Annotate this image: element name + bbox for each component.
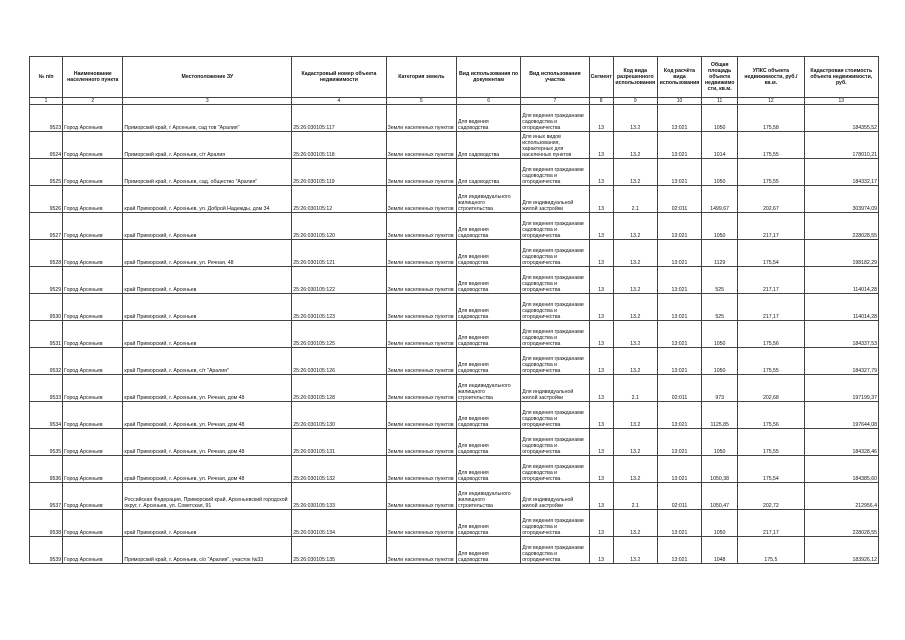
calc-code: 13:021	[657, 348, 701, 375]
table-row	[30, 267, 879, 294]
cadastral-number: 25:26:030105:125	[292, 321, 386, 348]
plot-location: Приморский край, г Арсеньев, сад тов "Аралия"	[123, 105, 292, 132]
header-cadastral-number: Кадастровый номер объекта недвижимости	[292, 57, 386, 98]
table-row	[30, 159, 879, 186]
use-code: 13.2	[613, 159, 657, 186]
cadastral-number: 25:26:030105:130	[292, 402, 386, 429]
use-code: 13.2	[613, 510, 657, 537]
column-number: 2	[63, 98, 123, 105]
town-name: Город Арсеньев	[63, 537, 123, 564]
plot-location: край Приморский, г. Арсеньев, ул. Речная, дом 48	[123, 456, 292, 483]
town-name: Город Арсеньев	[63, 348, 123, 375]
plot-use: Для ведения гражданами садоводства и огородничества	[521, 537, 589, 564]
row-number: 9539	[30, 537, 63, 564]
table-row	[30, 294, 879, 321]
column-number: 4	[292, 98, 386, 105]
plot-use: Для ведения гражданами садоводства и огородничества	[521, 105, 589, 132]
area: 525	[702, 294, 738, 321]
cadastral-number: 25:26:030105:134	[292, 510, 386, 537]
upks: 217,17	[738, 294, 804, 321]
cadastral-number: 25:26:030105:121	[292, 240, 386, 267]
header-area: Общая площадь объекта недвижимо сти, кв.м.	[702, 57, 738, 98]
cadastral-value: 184327,79	[804, 348, 878, 375]
town-name: Город Арсеньев	[63, 321, 123, 348]
row-number: 9537	[30, 483, 63, 510]
column-number: 12	[738, 98, 804, 105]
cadastral-value-sheet	[29, 56, 879, 564]
table-row	[30, 213, 879, 240]
calc-code: 13:021	[657, 105, 701, 132]
land-category: Земли населенных пунктов	[386, 402, 456, 429]
upks: 175,54	[738, 240, 804, 267]
cadastral-value: 303974,09	[804, 186, 878, 213]
calc-code: 13:021	[657, 510, 701, 537]
row-number: 9534	[30, 402, 63, 429]
header-num: № п/п	[30, 57, 63, 98]
upks: 175,55	[738, 159, 804, 186]
doc-use: Для ведения садоводства	[456, 267, 520, 294]
upks: 175,55	[738, 429, 804, 456]
segment: 13	[589, 321, 613, 348]
land-category: Земли населенных пунктов	[386, 159, 456, 186]
area: 1050,47	[702, 483, 738, 510]
plot-use: Для ведения гражданами садоводства и огородничества	[521, 402, 589, 429]
land-category: Земли населенных пунктов	[386, 537, 456, 564]
header-row	[30, 57, 879, 98]
table-row	[30, 321, 879, 348]
table-row	[30, 402, 879, 429]
plot-location: Приморский край, г. Арсеньев, сад. общество "Аралия"	[123, 159, 292, 186]
column-number: 8	[589, 98, 613, 105]
plot-location: край Приморский, г. Арсеньев	[123, 510, 292, 537]
segment: 13	[589, 294, 613, 321]
column-number: 5	[386, 98, 456, 105]
calc-code: 13:021	[657, 240, 701, 267]
use-code: 13.2	[613, 537, 657, 564]
calc-code: 13:021	[657, 429, 701, 456]
cadastral-value: 184328,46	[804, 429, 878, 456]
land-category: Земли населенных пунктов	[386, 105, 456, 132]
cadastral-value: 228028,55	[804, 213, 878, 240]
land-category: Земли населенных пунктов	[386, 456, 456, 483]
upks: 175,58	[738, 105, 804, 132]
town-name: Город Арсеньев	[63, 429, 123, 456]
calc-code: 13:021	[657, 294, 701, 321]
table-row	[30, 456, 879, 483]
use-code: 13.2	[613, 105, 657, 132]
plot-use: Для ведения гражданами садоводства и огородничества	[521, 321, 589, 348]
cadastral-value: 198182,29	[804, 240, 878, 267]
row-number: 9523	[30, 105, 63, 132]
row-number: 9526	[30, 186, 63, 213]
table-row	[30, 348, 879, 375]
plot-location: край Приморский, г. Арсеньев, ул. Речная, дом 48	[123, 402, 292, 429]
use-code: 13.2	[613, 402, 657, 429]
segment: 13	[589, 105, 613, 132]
calc-code: 02:011	[657, 375, 701, 402]
column-number: 3	[123, 98, 292, 105]
town-name: Город Арсеньев	[63, 375, 123, 402]
row-number: 9533	[30, 375, 63, 402]
land-category: Земли населенных пунктов	[386, 132, 456, 159]
cadastral-value: 184337,53	[804, 321, 878, 348]
row-number: 9524	[30, 132, 63, 159]
land-category: Земли населенных пунктов	[386, 267, 456, 294]
doc-use: Для ведения садоводства	[456, 456, 520, 483]
calc-code: 13:021	[657, 402, 701, 429]
plot-use: Для ведения гражданами садоводства и огородничества	[521, 240, 589, 267]
plot-location: Российская Федерация, Приморский край, Арсеньевский городской округ, г. Арсеньев, ул. Советская, 91	[123, 483, 292, 510]
cadastral-value: 212956,4	[804, 483, 878, 510]
upks: 175,55	[738, 132, 804, 159]
cadastral-value: 178010,21	[804, 132, 878, 159]
table-row	[30, 240, 879, 267]
cadastral-number: 25:26:030105:123	[292, 294, 386, 321]
table-row	[30, 105, 879, 132]
cadastral-number: 25:26:030105:117	[292, 105, 386, 132]
cadastral-value: 228028,55	[804, 510, 878, 537]
plot-use: Для ведения гражданами садоводства и огородничества	[521, 348, 589, 375]
upks: 175,54	[738, 456, 804, 483]
cadastral-number: 25:26:030105:132	[292, 456, 386, 483]
table-row	[30, 510, 879, 537]
town-name: Город Арсеньев	[63, 132, 123, 159]
row-number: 9535	[30, 429, 63, 456]
calc-code: 13:021	[657, 213, 701, 240]
plot-use: Для ведения гражданами садоводства и огородничества	[521, 456, 589, 483]
plot-location: край Приморский, г. Арсеньев, ул. Речная, дом 48	[123, 375, 292, 402]
column-number: 11	[702, 98, 738, 105]
doc-use: Для ведения садоводства	[456, 348, 520, 375]
segment: 13	[589, 348, 613, 375]
table-row	[30, 375, 879, 402]
land-category: Земли населенных пунктов	[386, 294, 456, 321]
header-location: Местоположение ЗУ	[123, 57, 292, 98]
area: 1499,67	[702, 186, 738, 213]
header-land-category: Категория земель	[386, 57, 456, 98]
table-row	[30, 186, 879, 213]
column-number: 13	[804, 98, 878, 105]
segment: 13	[589, 456, 613, 483]
cadastral-value: 184332,17	[804, 159, 878, 186]
column-number: 6	[456, 98, 520, 105]
upks: 217,17	[738, 213, 804, 240]
plot-location: край Приморский, г. Арсеньев, ул. Речная, дом 48	[123, 429, 292, 456]
cadastral-number: 25:26:030105:128	[292, 375, 386, 402]
upks: 217,17	[738, 267, 804, 294]
segment: 13	[589, 429, 613, 456]
row-number: 9536	[30, 456, 63, 483]
plot-use: Для индивидуальной жилой застройки	[521, 375, 589, 402]
land-category: Земли населенных пунктов	[386, 510, 456, 537]
town-name: Город Арсеньев	[63, 213, 123, 240]
upks: 175,55	[738, 348, 804, 375]
row-number: 9528	[30, 240, 63, 267]
use-code: 13.2	[613, 267, 657, 294]
land-category: Земли населенных пунктов	[386, 483, 456, 510]
table-body	[30, 105, 879, 564]
town-name: Город Арсеньев	[63, 483, 123, 510]
segment: 13	[589, 375, 613, 402]
area: 525	[702, 267, 738, 294]
area: 1014	[702, 132, 738, 159]
doc-use: Для ведения садоводства	[456, 429, 520, 456]
plot-location: край Приморский, г. Арсеньев	[123, 321, 292, 348]
table-row	[30, 132, 879, 159]
area: 1050	[702, 429, 738, 456]
land-category: Земли населенных пунктов	[386, 321, 456, 348]
plot-use: Для индивидуальной жилой застройки	[521, 186, 589, 213]
calc-code: 13:021	[657, 456, 701, 483]
plot-location: край Приморский, г. Арсеньев, ул. Доброй Надежды, дом 34	[123, 186, 292, 213]
doc-use: Для ведения садоводства	[456, 537, 520, 564]
header-segment: Сегмент	[589, 57, 613, 98]
cadastral-value: 197199,37	[804, 375, 878, 402]
plot-location: край Приморский, г. Арсеньев	[123, 267, 292, 294]
plot-location: край Приморский, г. Арсеньев, ул. Речная, 48	[123, 240, 292, 267]
cadastral-value: 184385,60	[804, 456, 878, 483]
town-name: Город Арсеньев	[63, 186, 123, 213]
use-code: 2.1	[613, 483, 657, 510]
plot-location: край Приморский, г. Арсеньев	[123, 294, 292, 321]
header-town: Наименование населенного пункта	[63, 57, 123, 98]
upks: 217,17	[738, 510, 804, 537]
plot-location: край Приморский, г. Арсеньев, с/т "Аралия"	[123, 348, 292, 375]
cadastral-number: 25:26:030105:122	[292, 267, 386, 294]
doc-use: Для индивидуального жилищного строительства	[456, 186, 520, 213]
cadastral-number: 25:26:030105:126	[292, 348, 386, 375]
town-name: Город Арсеньев	[63, 105, 123, 132]
cadastral-value: 114014,28	[804, 294, 878, 321]
land-category: Земли населенных пунктов	[386, 240, 456, 267]
cadastral-number: 25:26:030105:135	[292, 537, 386, 564]
calc-code: 13:021	[657, 159, 701, 186]
upks: 175,5	[738, 537, 804, 564]
area: 1050	[702, 159, 738, 186]
area: 1050	[702, 348, 738, 375]
table-row	[30, 429, 879, 456]
cadastral-table	[29, 56, 879, 564]
town-name: Город Арсеньев	[63, 240, 123, 267]
town-name: Город Арсеньев	[63, 456, 123, 483]
land-category: Земли населенных пунктов	[386, 375, 456, 402]
calc-code: 13:021	[657, 321, 701, 348]
segment: 13	[589, 240, 613, 267]
cadastral-value: 183926,12	[804, 537, 878, 564]
upks: 202,67	[738, 186, 804, 213]
doc-use: Для ведения садоводства	[456, 240, 520, 267]
land-category: Земли населенных пунктов	[386, 186, 456, 213]
plot-use: Для ведения гражданами садоводства и огородничества	[521, 429, 589, 456]
cadastral-number: 25:26:030105:133	[292, 483, 386, 510]
area: 1125,85	[702, 402, 738, 429]
land-category: Земли населенных пунктов	[386, 348, 456, 375]
row-number: 9529	[30, 267, 63, 294]
header-calc-code: Код расчёта вида использования	[657, 57, 701, 98]
use-code: 2.1	[613, 375, 657, 402]
segment: 13	[589, 402, 613, 429]
area: 1050	[702, 510, 738, 537]
column-number: 1	[30, 98, 63, 105]
doc-use: Для ведения садоводства	[456, 105, 520, 132]
plot-use: Для индивидуальной жилой застройки	[521, 483, 589, 510]
cadastral-value: 197644,08	[804, 402, 878, 429]
area: 1048	[702, 537, 738, 564]
town-name: Город Арсеньев	[63, 294, 123, 321]
segment: 13	[589, 132, 613, 159]
use-code: 13.2	[613, 294, 657, 321]
doc-use: Для ведения садоводства	[456, 402, 520, 429]
doc-use: Для садоводства	[456, 132, 520, 159]
plot-use: Для ведения гражданами садоводства и огородничества	[521, 267, 589, 294]
row-number: 9531	[30, 321, 63, 348]
cadastral-number: 25:26:030105:131	[292, 429, 386, 456]
use-code: 2.1	[613, 186, 657, 213]
plot-use: Для иных видов использования, характерных для населенных пунктов	[521, 132, 589, 159]
calc-code: 13:021	[657, 132, 701, 159]
table-row	[30, 483, 879, 510]
column-number: 10	[657, 98, 701, 105]
row-number: 9525	[30, 159, 63, 186]
calc-code: 13:021	[657, 267, 701, 294]
doc-use: Для ведения садоводства	[456, 213, 520, 240]
calc-code: 02:011	[657, 483, 701, 510]
plot-use: Для ведения гражданами садоводства и огородничества	[521, 294, 589, 321]
header-upks: УПКС объекта недвижимости, руб./кв.м.	[738, 57, 804, 98]
use-code: 13.2	[613, 132, 657, 159]
area: 1050	[702, 105, 738, 132]
use-code: 13.2	[613, 321, 657, 348]
land-category: Земли населенных пунктов	[386, 213, 456, 240]
segment: 13	[589, 186, 613, 213]
use-code: 13.2	[613, 213, 657, 240]
area: 1050	[702, 213, 738, 240]
doc-use: Для ведения садоводства	[456, 321, 520, 348]
segment: 13	[589, 537, 613, 564]
column-number: 7	[521, 98, 589, 105]
row-number: 9532	[30, 348, 63, 375]
town-name: Город Арсеньев	[63, 402, 123, 429]
row-number: 9538	[30, 510, 63, 537]
cadastral-number: 25:26:030105:119	[292, 159, 386, 186]
upks: 175,56	[738, 321, 804, 348]
area: 1050	[702, 321, 738, 348]
plot-location: Приморский край, г. Арсеньев, с/о "Аралия", участок №33	[123, 537, 292, 564]
doc-use: Для садоводства	[456, 159, 520, 186]
segment: 13	[589, 510, 613, 537]
header-doc-use: Вид использования по документам	[456, 57, 520, 98]
cadastral-number: 25:26:030105:118	[292, 132, 386, 159]
header-cadastral-value: Кадастровая стоимость объекта недвижимости, руб.	[804, 57, 878, 98]
row-number: 9527	[30, 213, 63, 240]
doc-use: Для ведения садоводства	[456, 294, 520, 321]
area: 1129	[702, 240, 738, 267]
cadastral-value: 184355,52	[804, 105, 878, 132]
column-number-row	[30, 98, 879, 105]
use-code: 13.2	[613, 240, 657, 267]
use-code: 13.2	[613, 348, 657, 375]
town-name: Город Арсеньев	[63, 510, 123, 537]
land-category: Земли населенных пунктов	[386, 429, 456, 456]
cadastral-number: 25:26:030105:12	[292, 186, 386, 213]
segment: 13	[589, 483, 613, 510]
upks: 202,72	[738, 483, 804, 510]
plot-use: Для ведения гражданами садоводства и огородничества	[521, 510, 589, 537]
upks: 202,68	[738, 375, 804, 402]
town-name: Город Арсеньев	[63, 159, 123, 186]
header-plot-use: Вид использования участка	[521, 57, 589, 98]
plot-use: Для ведения гражданами садоводства и огородничества	[521, 213, 589, 240]
cadastral-number: 25:26:030105:120	[292, 213, 386, 240]
doc-use: Для индивидуального жилищного строительства	[456, 483, 520, 510]
header-use-code: Код вида разрешенного использования	[613, 57, 657, 98]
area: 1050,38	[702, 456, 738, 483]
segment: 13	[589, 213, 613, 240]
table-row	[30, 537, 879, 564]
row-number: 9530	[30, 294, 63, 321]
plot-use: Для ведения гражданами садоводства и огородничества	[521, 159, 589, 186]
segment: 13	[589, 159, 613, 186]
plot-location: Приморский край, г. Арсеньев, с/т Аралия	[123, 132, 292, 159]
upks: 175,56	[738, 402, 804, 429]
column-number: 9	[613, 98, 657, 105]
calc-code: 02:011	[657, 186, 701, 213]
doc-use: Для индивидуального жилищного строительства	[456, 375, 520, 402]
plot-location: край Приморский, г. Арсеньев	[123, 213, 292, 240]
calc-code: 13:021	[657, 537, 701, 564]
area: 973	[702, 375, 738, 402]
cadastral-value: 114014,28	[804, 267, 878, 294]
segment: 13	[589, 267, 613, 294]
town-name: Город Арсеньев	[63, 267, 123, 294]
use-code: 13.2	[613, 456, 657, 483]
doc-use: Для ведения садоводства	[456, 510, 520, 537]
use-code: 13.2	[613, 429, 657, 456]
